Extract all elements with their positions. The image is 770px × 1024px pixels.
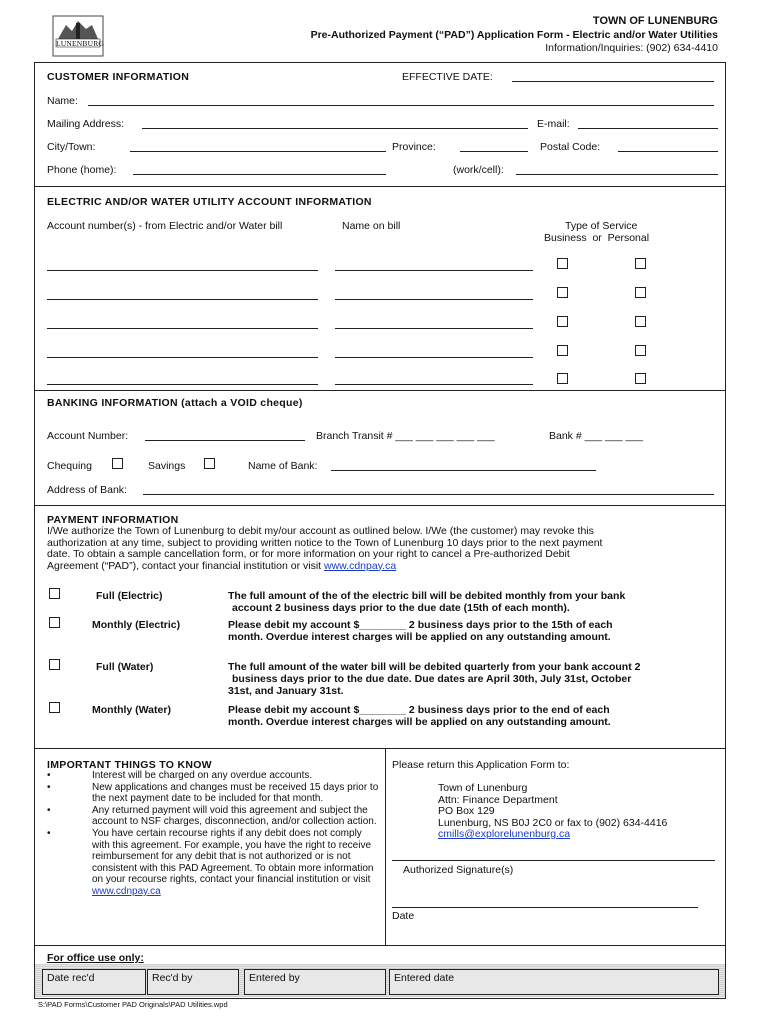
bullet: •	[47, 781, 51, 793]
postal-label: Postal Code:	[540, 141, 601, 153]
form-title: Pre-Authorized Payment (“PAD”) Application Form - Electric and/or Water Utilities	[310, 29, 718, 41]
inquiries: Information/Inquiries: (902) 634-4410	[545, 42, 718, 54]
bullet: •	[47, 770, 51, 781]
date-field[interactable]	[392, 907, 698, 908]
account-number-field[interactable]	[47, 328, 318, 329]
phone-work-field[interactable]	[516, 174, 718, 175]
list-item-text: New applications and changes must be received 15 days prior to the next payment date to be included for that month.	[92, 781, 379, 805]
effective-date-label: EFFECTIVE DATE:	[402, 71, 493, 83]
bank-number-field[interactable]: Bank # ___ ___ ___	[549, 430, 643, 442]
desc-line: account 2 business days prior to the due date (15th of each month).	[232, 602, 570, 614]
phone-home-field[interactable]	[133, 174, 386, 175]
full-water-desc	[228, 661, 640, 697]
savings-label: Savings	[148, 460, 186, 472]
name-on-bill-field[interactable]	[335, 328, 533, 329]
file-path: S:\PAD Forms\Customer PAD Originals\PAD Utilities.wpd	[38, 1000, 228, 1009]
desc-line: The full amount of the of the electric bill will be debited monthly from your bank	[228, 590, 626, 602]
town-name: TOWN OF LUNENBURG	[592, 15, 718, 27]
bank-address-field[interactable]	[143, 494, 714, 495]
mailing-label: Mailing Address:	[47, 118, 125, 130]
chequing-checkbox[interactable]	[112, 458, 123, 469]
entered-by-label: Entered by	[249, 972, 300, 984]
name-on-bill-field[interactable]	[335, 299, 533, 300]
address-line: PO Box 129	[438, 805, 495, 817]
lighthouse-logo-icon	[52, 15, 104, 57]
chequing-label: Chequing	[47, 460, 92, 472]
cdnpay-link[interactable]: www.cdnpay.ca	[92, 885, 161, 897]
entered-date-label: Entered date	[394, 972, 455, 984]
monthly-electric-desc	[228, 619, 613, 643]
date-recd-label: Date rec'd	[47, 972, 95, 984]
return-address	[438, 783, 667, 841]
return-email-link[interactable]: cmills@explorelunenburg.ca	[438, 828, 571, 840]
desc-line: month. Overdue interest charges will be applied on any outstanding amount.	[228, 716, 611, 728]
phone-home-label: Phone (home):	[47, 164, 117, 176]
phone-work-label: (work/cell):	[453, 164, 504, 176]
personal-checkbox[interactable]	[635, 258, 646, 269]
full-electric-label: Full (Electric)	[96, 590, 163, 602]
desc-line: month. Overdue interest charges will be applied on any outstanding amount.	[228, 631, 611, 643]
branch-transit-field[interactable]: Branch Transit # ___ ___ ___ ___ ___	[316, 430, 495, 442]
banking-heading: BANKING INFORMATION (attach a VOID cheque)	[47, 397, 303, 409]
name-on-bill-field[interactable]	[335, 270, 533, 271]
business-checkbox[interactable]	[557, 316, 568, 327]
important-heading: IMPORTANT THINGS TO KNOW	[47, 759, 212, 771]
divider	[35, 390, 725, 391]
desc-line: The full amount of the water bill will be debited quarterly from your bank account 2	[228, 661, 641, 673]
town-logo	[52, 15, 104, 57]
divider	[35, 748, 725, 749]
important-list	[47, 770, 387, 898]
account-number-field[interactable]	[47, 357, 318, 358]
desc-line: Please debit my account $________ 2 business days prior to the 15th of each	[228, 619, 613, 631]
payment-paragraph-line: date. To obtain a sample cancellation form, or for more information on your right to cancel a Pre-authorized Debit	[47, 548, 570, 560]
signature-field[interactable]	[392, 860, 715, 861]
account-number-field[interactable]	[47, 299, 318, 300]
service-type-header: Type of Service	[565, 220, 638, 232]
effective-date-field[interactable]	[512, 81, 714, 82]
full-electric-desc	[228, 590, 625, 614]
divider	[35, 186, 725, 187]
monthly-water-desc	[228, 704, 611, 728]
divider	[35, 945, 725, 946]
payment-heading: PAYMENT INFORMATION	[47, 514, 179, 526]
personal-checkbox[interactable]	[635, 316, 646, 327]
office-heading: For office use only:	[47, 952, 144, 964]
address-line: Town of Lunenburg	[438, 782, 528, 794]
full-water-checkbox[interactable]	[49, 659, 60, 670]
bullet: •	[47, 827, 51, 839]
list-item	[47, 805, 382, 828]
savings-checkbox[interactable]	[204, 458, 215, 469]
desc-line: business days prior to the due date. Due dates are April 30th, July 31st, October	[232, 673, 632, 685]
customer-heading: CUSTOMER INFORMATION	[47, 71, 190, 83]
return-heading: Please return this Application Form to:	[392, 759, 570, 771]
bullet: •	[47, 804, 51, 816]
monthly-water-checkbox[interactable]	[49, 702, 60, 713]
personal-checkbox[interactable]	[635, 373, 646, 384]
list-item-text: You have certain recourse rights if any debit does not comply with this agreement. For example, you have the right to receive reimbursement for any debit that is not authorized or is not consistent with this PAD Agreement. To obtain more information on your recourse rights, contact your financial institution or visit	[92, 827, 374, 886]
bank-account-field[interactable]	[145, 440, 305, 441]
desc-line: 31st, and January 31st.	[228, 685, 344, 697]
province-label: Province:	[392, 141, 436, 153]
divider	[35, 505, 725, 506]
province-field[interactable]	[460, 151, 528, 152]
bank-address-label: Address of Bank:	[47, 484, 127, 496]
business-checkbox[interactable]	[557, 345, 568, 356]
account-number-field[interactable]	[47, 270, 318, 271]
mailing-field[interactable]	[142, 128, 528, 129]
email-field[interactable]	[578, 128, 718, 129]
city-field[interactable]	[130, 151, 386, 152]
payment-paragraph	[47, 526, 602, 572]
business-checkbox[interactable]	[557, 258, 568, 269]
cdnpay-link[interactable]: www.cdnpay.ca	[324, 559, 397, 572]
recd-by-label: Rec'd by	[152, 972, 193, 984]
list-item-text: Any returned payment will void this agreement and subject the account to NSF charges, disconnection, and/or collection action.	[92, 804, 377, 828]
list-item	[47, 770, 362, 782]
full-water-label: Full (Water)	[96, 661, 154, 673]
address-line: Lunenburg, NS B0J 2C0 or fax to (902) 634-4416	[438, 816, 668, 829]
postal-field[interactable]	[618, 151, 718, 152]
monthly-electric-label: Monthly (Electric)	[92, 619, 181, 631]
monthly-electric-checkbox[interactable]	[49, 617, 60, 628]
list-item-text: Interest will be charged on any overdue accounts.	[92, 770, 313, 781]
list-item	[47, 828, 382, 898]
account-number-field[interactable]	[47, 384, 318, 385]
list-item	[47, 782, 382, 805]
city-label: City/Town:	[47, 141, 96, 153]
desc-line: Please debit my account $________ 2 business days prior to the end of each	[228, 704, 610, 716]
address-line: Attn: Finance Department	[438, 793, 558, 806]
service-type-subheader: Business or Personal	[544, 232, 650, 244]
payment-paragraph-line: authorization at any time, subject to providing written notice to the Town of Lunenburg 10 days prior to the next payment	[47, 536, 603, 549]
bank-name-label: Name of Bank:	[248, 460, 318, 472]
payment-paragraph-line	[47, 561, 602, 573]
utility-heading: ELECTRIC AND/OR WATER UTILITY ACCOUNT INFORMATION	[47, 196, 372, 208]
name-column-header: Name on bill	[342, 220, 401, 232]
account-number-label: Account Number:	[47, 430, 129, 442]
business-checkbox[interactable]	[557, 287, 568, 298]
full-electric-checkbox[interactable]	[49, 588, 60, 599]
logo-text: LUNENBURG	[56, 39, 105, 48]
signature-label: Authorized Signature(s)	[403, 864, 514, 876]
email-label: E-mail:	[537, 118, 570, 130]
payment-paragraph-text: Agreement (“PAD”), contact your financial institution or visit	[47, 559, 322, 572]
bank-name-field[interactable]	[331, 470, 596, 471]
account-column-header: Account number(s) - from Electric and/or Water bill	[47, 220, 283, 232]
name-on-bill-field[interactable]	[335, 384, 533, 385]
business-checkbox[interactable]	[557, 373, 568, 384]
personal-checkbox[interactable]	[635, 345, 646, 356]
name-label: Name:	[47, 95, 78, 107]
name-field[interactable]	[88, 105, 714, 106]
name-on-bill-field[interactable]	[335, 357, 533, 358]
payment-paragraph-line: I/We authorize the Town of Lunenburg to debit my/our account as outlined below. I/We (the customer) may revoke this	[47, 525, 594, 537]
monthly-water-label: Monthly (Water)	[92, 704, 171, 716]
personal-checkbox[interactable]	[635, 287, 646, 298]
date-label: Date	[392, 910, 415, 922]
